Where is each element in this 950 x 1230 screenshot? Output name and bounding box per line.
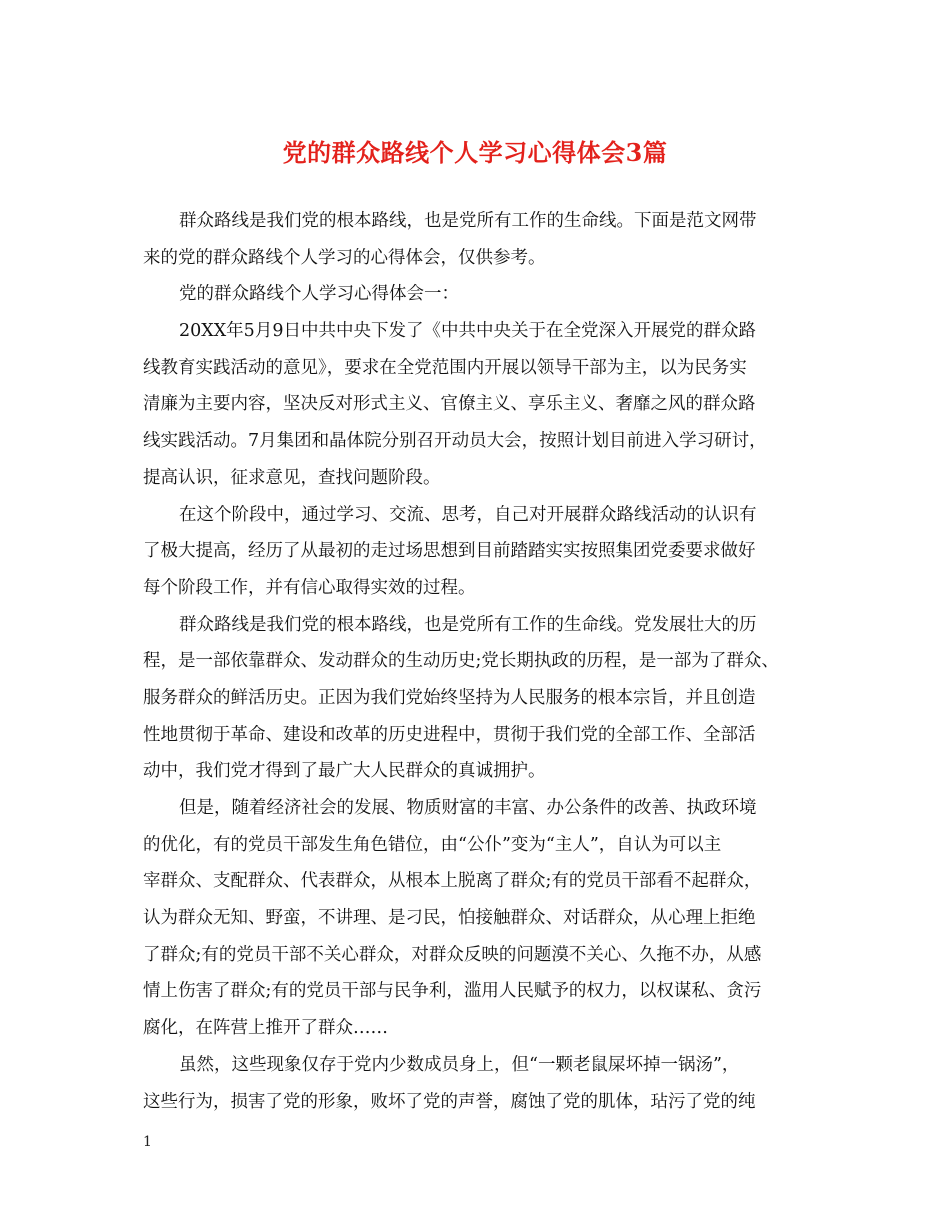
paragraph-line: 性地贯彻于革命、建设和改革的历史进程中，贯彻于我们党的全部工作、全部活 <box>143 724 756 745</box>
paragraph-line: 线实践活动。7月集团和晶体院分别召开动员大会，按照计划目前进入学习研讨， <box>143 431 767 452</box>
paragraph-line: 提高认识，征求意见，查找问题阶段。 <box>143 467 441 488</box>
paragraph-line: 每个阶段工作，并有信心取得实效的过程。 <box>143 577 476 598</box>
paragraph-line: 情上伤害了群众;有的党员干部与民争利，滥用人民赋予的权力，以权谋私、贪污 <box>143 981 762 1002</box>
paragraph-line: 宰群众、支配群众、代表群众，从根本上脱离了群众;有的党员干部看不起群众， <box>143 871 762 892</box>
paragraph-line: 动中，我们党才得到了最广大人民群众的真诚拥护。 <box>143 761 546 782</box>
paragraph-line: 清廉为主要内容，坚决反对形式主义、官僚主义、享乐主义、奢靡之风的群众路 <box>143 394 756 415</box>
paragraph-line: 了群众;有的党员干部不关心群众，对群众反映的问题漠不关心、久拖不办，从感 <box>143 944 762 965</box>
paragraph-line: 在这个阶段中，通过学习、交流、思考，自己对开展群众路线活动的认识有 <box>179 504 757 525</box>
section-heading: 党的群众路线个人学习心得体会一： <box>179 284 459 305</box>
paragraph-line: 线教育实践活动的意见》，要求在全党范围内开展以领导干部为主，以为民务实 <box>143 357 747 378</box>
paragraph-line: 的优化，有的党员干部发生角色错位，由“公仆”变为“主人”，自认为可以主 <box>143 834 722 855</box>
paragraph-line: 但是，随着经济社会的发展、物质财富的丰富、办公条件的改善、执政环境 <box>179 798 757 818</box>
paragraph-line: 20XX年5月9日中共中央下发了《中共中央关于在全党深入开展党的群众路 <box>179 321 756 342</box>
paragraph-line: 了极大提高，经历了从最初的走过场思想到目前踏踏实实按照集团党委要求做好 <box>143 541 756 562</box>
paragraph-line: 群众路线是我们党的根本路线，也是党所有工作的生命线。下面是范文网带 <box>179 211 757 231</box>
paragraph-line: 虽然，这些现象仅存于党内少数成员身上，但“一颗老鼠屎坏掉一锅汤”， <box>179 1054 740 1075</box>
document-title: 党的群众路线个人学习心得体会3篇 <box>282 138 668 167</box>
paragraph-line: 群众路线是我们党的根本路线，也是党所有工作的生命线。党发展壮大的历 <box>179 614 757 635</box>
paragraph-line: 程，是一部依靠群众、发动群众的生动历史;党长期执政的历程，是一部为了群众、 <box>143 651 779 672</box>
document-body <box>143 203 813 1120</box>
paragraph-line: 腐化，在阵营上推开了群众…… <box>143 1018 388 1039</box>
page-number: 1 <box>143 1134 152 1150</box>
paragraph-line: 认为群众无知、野蛮，不讲理、是刁民，怕接触群众、对话群众，从心理上拒绝 <box>143 908 756 929</box>
paragraph-line: 服务群众的鲜活历史。正因为我们党始终坚持为人民服务的根本宗旨，并且创造 <box>143 687 756 708</box>
paragraph-line: 这些行为，损害了党的形象，败坏了党的声誉，腐蚀了党的肌体，玷污了党的纯 <box>143 1091 756 1112</box>
paragraph-line: 来的党的群众路线个人学习的心得体会，仅供参考。 <box>143 247 546 268</box>
